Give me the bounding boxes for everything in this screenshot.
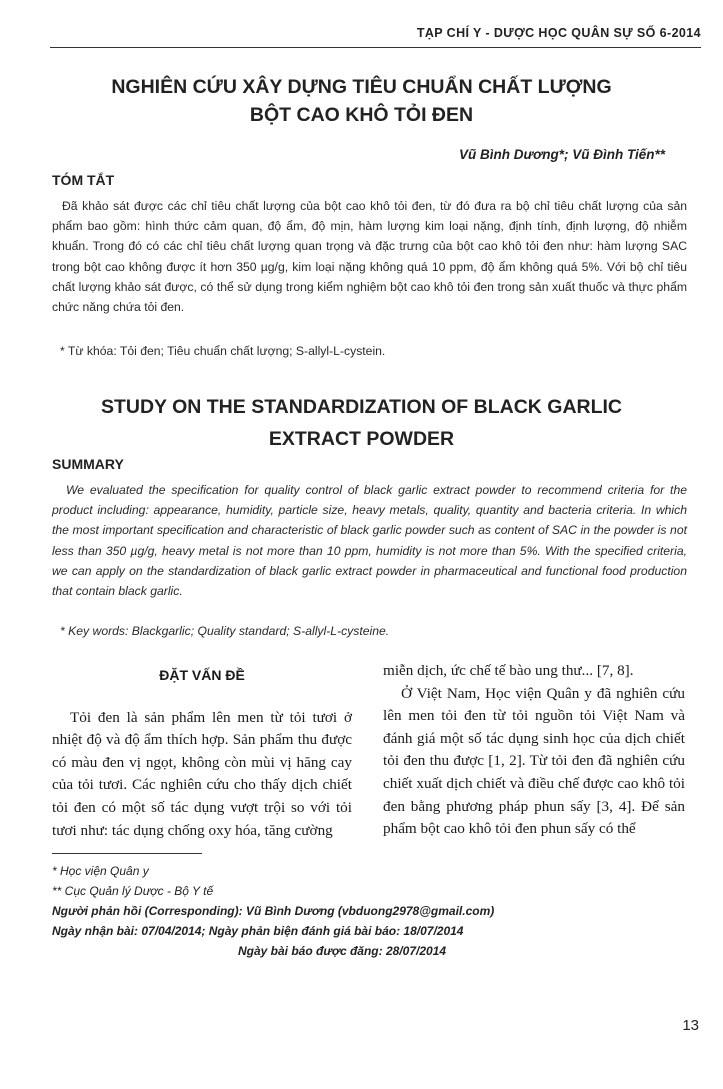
running-header: TẠP CHÍ Y - DƯỢC HỌC QUÂN SỰ SỐ 6-2014 — [416, 26, 701, 40]
title-vn-line-2: BỘT CAO KHÔ TỎI ĐEN — [249, 104, 474, 126]
footnote-affiliation-2: ** Cục Quản lý Dược - Bộ Y tế — [52, 884, 214, 898]
abstract-text: Đã khảo sát được các chỉ tiêu chất lượng của bột cao khô tỏi đen, từ đó đưa ra bộ chỉ tiêu chất lượng của sản phẩm bao gồm: hình thức cảm quan, độ ẩm, độ mịn, hàm lượng kim loại nặng, định tính, định lượng, độ nhiễm khuẩn. Trong đó có các chỉ tiêu chất lượng quan trọng và đặc trưng của bột cao khô tỏi đen như: hàm lượng SAC trong bột cao không được ít hơn 350 µg/g, kim loại nặng không quá 10 ppm, độ ẩm không quá 5%. Với bộ chỉ tiêu chất lượng khảo sát được, có thể sử dụng trong kiểm nghiệm bột cao khô tỏi đen trong sản xuất thuốc và thực phẩm chức năng chứa tỏi đen. — [52, 199, 687, 315]
footnote-affiliation-1: * Học viện Quân y — [52, 864, 149, 878]
body-paragraph: Ở Việt Nam, Học viện Quân y đã nghiên cứu lên men tỏi đen từ tỏi nguồn tỏi Việt Nam và đánh giá một số tác dụng sinh học của dịch chiết tỏi đen thu được [1, 2]. Từ tỏi đen đã nghiên cứu chiết xuất dịch chiết và điều chế được cao khô tỏi đen bằng phương pháp phun sấy [3, 4]. Để sản phẩm bột cao khô tỏi đen phun sấy có thể — [383, 684, 685, 838]
header-rule — [50, 47, 701, 48]
footnote-corresponding-author: Người phản hồi (Corresponding): Vũ Bình Dương (vbduong2978@gmail.com) — [52, 904, 495, 918]
article-title-vietnamese — [40, 73, 683, 129]
body-paragraph: Tỏi đen là sản phẩm lên men từ tỏi tươi ở nhiệt độ và độ ẩm thích hợp. Sản phẩm thu được có màu đen vị ngọt, không còn mùi vị hăng cay của tỏi tươi. Các nghiên cứu cho thấy dịch chiết tỏi đen có một số tác dụng vượt trội so với tỏi tươi như: tác dụng chống oxy hóa, tăng cường — [52, 708, 352, 839]
keywords-english: * Key words: Blackgarlic; Quality standard; S-allyl-L-cysteine. — [60, 624, 390, 638]
body-paragraph-continued: miễn dịch, ức chế tế bào ung thư... [7, 8]. — [383, 662, 634, 679]
footnote-publication-date: Ngày bài báo được đăng: 28/07/2014 — [237, 944, 447, 958]
page-number: 13 — [682, 1017, 699, 1034]
title-vn-line-1: NGHIÊN CỨU XÂY DỰNG TIÊU CHUẨN CHẤT LƯỢNG — [111, 76, 612, 98]
body-column-right — [383, 660, 685, 841]
title-en-line-1: STUDY ON THE STANDARDIZATION OF BLACK GARLIC — [100, 396, 623, 418]
title-en-line-2: EXTRACT POWDER — [268, 428, 455, 450]
footnote-review-dates: Ngày nhận bài: 07/04/2014; Ngày phản biện đánh giá bài báo: 18/07/2014 — [52, 924, 464, 938]
summary-text: We evaluated the specification for quality control of black garlic extract powder to recommend criteria for the product including: appearance, humidity, particle size, heavy metals, quality, quantity and bacteria criteria. In which the most important specification and characteristic of black garlic powder such as content of SAC in the powder is not less than 350 µg/g, heavy metal is not more than 10 ppm, humidity is not more than 5%. With the specified criteria, we can apply on the standardization of black garlic extract powder in pharmaceutical and functional food production that contain black garlic. — [52, 483, 687, 599]
keywords-vietnamese: * Từ khóa: Tỏi đen; Tiêu chuẩn chất lượng; S-allyl-L-cystein. — [60, 344, 386, 358]
article-title-english — [40, 391, 683, 455]
section-heading-introduction: ĐẶT VẤN ĐỀ — [159, 667, 245, 683]
author-list: Vũ Bình Dương*; Vũ Đình Tiến** — [459, 147, 665, 162]
summary-heading: SUMMARY — [52, 456, 124, 472]
abstract-heading: TÓM TẮT — [52, 172, 115, 188]
footnotes — [52, 861, 672, 961]
footnote-rule — [52, 853, 202, 854]
body-column-left — [52, 660, 352, 842]
